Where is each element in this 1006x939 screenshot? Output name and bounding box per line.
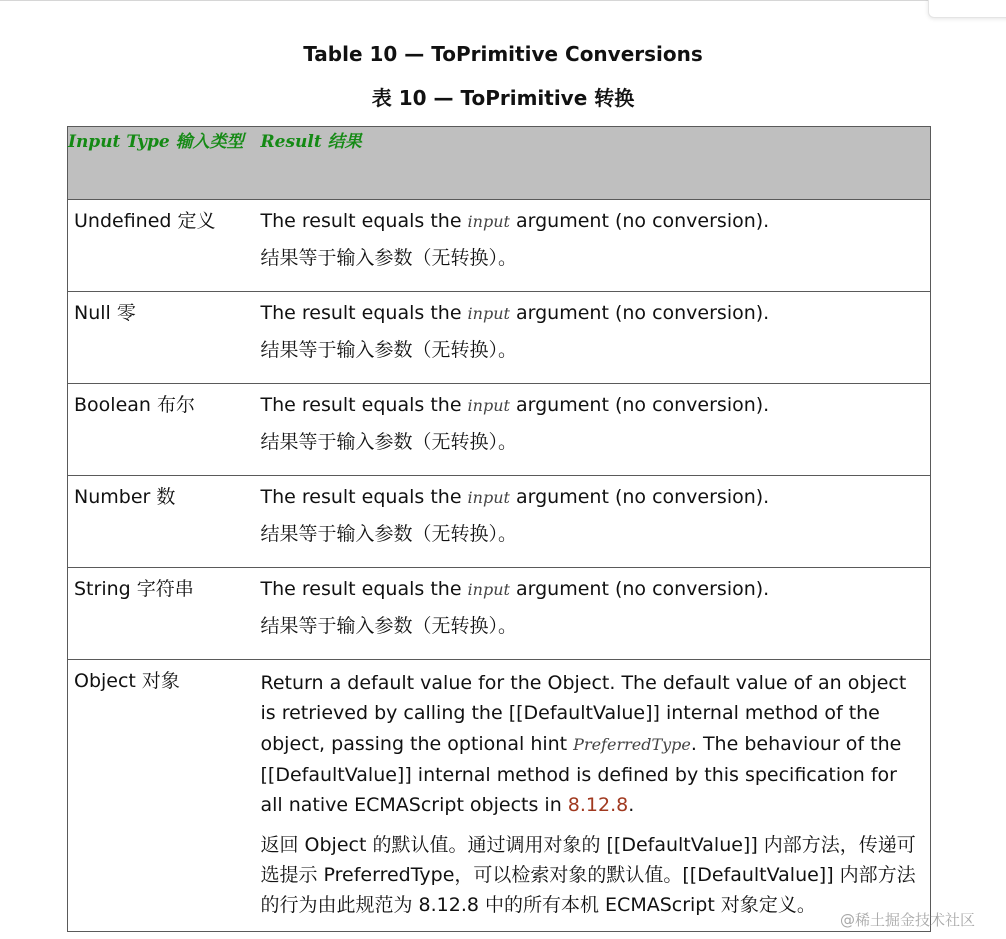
table-row: [68, 568, 931, 660]
top-divider: [0, 0, 1006, 1]
table-caption-zh: 表 10 — ToPrimitive 转换: [371, 86, 635, 110]
result-text-zh: 结果等于输入参数（无转换）。: [260, 431, 518, 453]
preferred-type-variable: PreferredType: [573, 734, 691, 754]
result-text-en: The result equals the input argument (no conversion).: [260, 210, 770, 232]
result-text-en: The result equals the input argument (no conversion).: [260, 486, 770, 508]
result-cell: [255, 200, 931, 292]
table-row: [68, 660, 931, 932]
toprimitive-table: [67, 126, 931, 932]
table-row: [68, 200, 931, 292]
result-cell: [255, 476, 931, 568]
result-cell: [255, 292, 931, 384]
input-variable: input: [467, 396, 510, 415]
result-cell: [255, 384, 931, 476]
table-header-row: [68, 127, 931, 200]
result-text-zh: 结果等于输入参数（无转换）。: [260, 523, 518, 545]
input-variable: input: [467, 580, 510, 599]
result-cell: [255, 660, 931, 932]
result-text-zh: 返回 Object 的默认值。通过调用对象的 [[DefaultValue]] 内部方法，传递可选提示 PreferredType，可以检索对象的默认值。[[DefaultValue]] 内部方法的行为由此规范为 8.12.8 中的所有本机 ECMAScript 对象定义。: [260, 834, 916, 917]
header-result: Result 结果: [255, 127, 931, 200]
table-row: [68, 476, 931, 568]
result-text-en: The result equals the input argument (no conversion).: [260, 578, 770, 600]
result-text-en: The result equals the input argument (no conversion).: [260, 394, 770, 416]
table-caption-en: Table 10 — ToPrimitive Conversions: [303, 42, 703, 66]
result-text-en: The result equals the input argument (no conversion).: [260, 302, 770, 324]
input-type-cell: Boolean 布尔: [68, 384, 255, 476]
input-variable: input: [467, 488, 510, 507]
input-type-cell: Number 数: [68, 476, 255, 568]
input-type-cell: Undefined 定义: [68, 200, 255, 292]
header-input-type: Input Type 输入类型: [68, 127, 255, 200]
table-row: [68, 292, 931, 384]
watermark: @稀土掘金技术社区: [840, 911, 976, 929]
table-row: [68, 384, 931, 476]
result-text-zh: 结果等于输入参数（无转换）。: [260, 247, 518, 269]
result-text-zh: 结果等于输入参数（无转换）。: [260, 339, 518, 361]
floating-tab[interactable]: [928, 0, 1006, 18]
input-variable: input: [467, 304, 510, 323]
result-text-zh: 结果等于输入参数（无转换）。: [260, 615, 518, 637]
section-link-8-12-8[interactable]: 8.12.8: [567, 794, 629, 817]
input-variable: input: [467, 212, 510, 231]
input-type-cell: String 字符串: [68, 568, 255, 660]
result-cell: [255, 568, 931, 660]
result-text-en: Return a default value for the Object. The default value of an object is retrieved by calling the [[DefaultValue]] internal method of the object, passing the optional hint PreferredType. The behaviour of the [[DefaultValue]] internal method is defined by this specification for all native ECMAScript objects in 8.12.8.: [260, 672, 907, 817]
input-type-cell: Object 对象: [68, 660, 255, 932]
input-type-cell: Null 零: [68, 292, 255, 384]
